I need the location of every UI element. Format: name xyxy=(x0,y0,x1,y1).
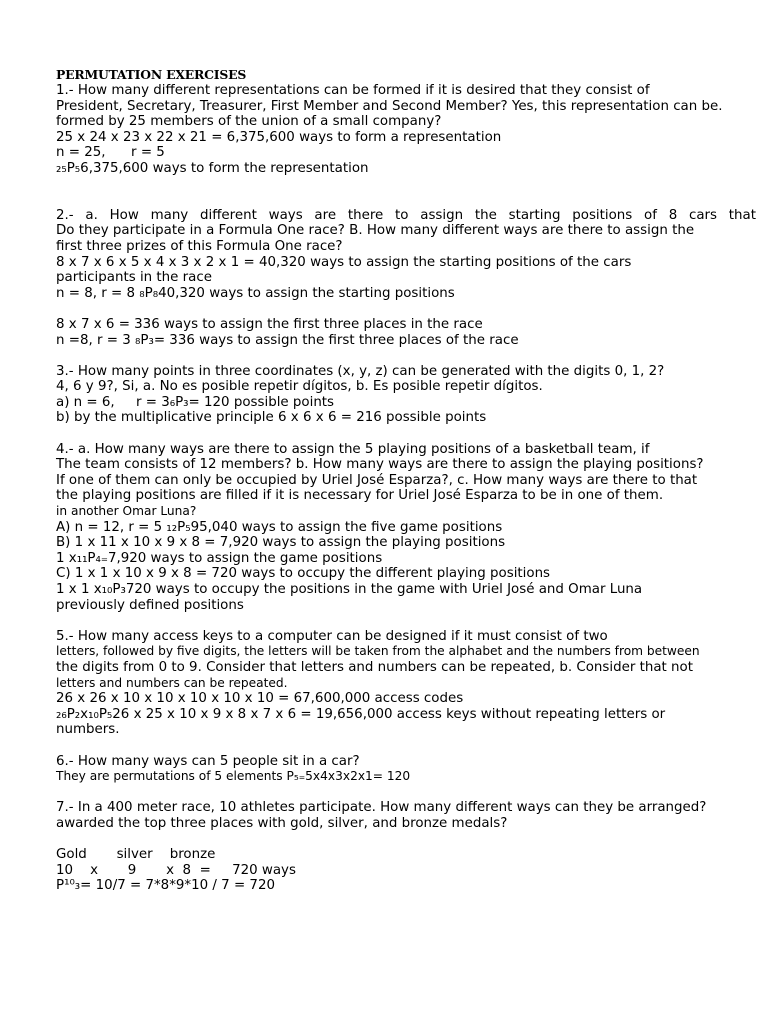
exercise-2-line: n =8, r = 3 ₈P₃= 336 ways to assign the first three places of the race xyxy=(56,332,519,348)
exercise-2-line: participants in the race xyxy=(56,270,212,286)
exercise-5-line: 26 x 26 x 10 x 10 x 10 x 10 x 10 = 67,600,000 access codes xyxy=(56,691,464,707)
exercise-7-line: P¹⁰₃= 10/7 = 7*8*9*10 / 7 = 720 xyxy=(56,878,275,894)
document-page xyxy=(56,67,756,894)
spacer xyxy=(56,785,756,801)
exercise-5-line: letters and numbers can be repeated. xyxy=(56,675,288,690)
exercise-5-line: ₂₆P₂x₁₀P₅26 x 25 x 10 x 9 x 8 x 7 x 6 = 19,656,000 access keys without repeating letters or xyxy=(56,706,666,722)
exercise-2-line: 8 x 7 x 6 x 5 x 4 x 3 x 2 x 1 = 40,320 ways to assign the starting positions of the cars xyxy=(56,254,632,270)
spacer xyxy=(56,613,756,629)
exercise-5 xyxy=(56,629,756,738)
exercise-5-line: the digits from 0 to 9. Consider that letters and numbers can be repeated, b. Consider that not xyxy=(56,659,693,675)
exercise-4-line: If one of them can only be occupied by Uriel José Esparza?, c. How many ways are there to that xyxy=(56,472,698,488)
exercise-1-line: n = 25, r = 5 xyxy=(56,145,165,161)
exercise-3 xyxy=(56,364,756,426)
exercise-4-line: C) 1 x 1 x 10 x 9 x 8 = 720 ways to occupy the different playing positions xyxy=(56,566,551,582)
exercise-4-line: in another Omar Luna? xyxy=(56,504,197,519)
exercise-3-line: b) by the multiplicative principle 6 x 6 x 6 = 216 possible points xyxy=(56,410,487,426)
spacer xyxy=(56,177,756,208)
exercise-4 xyxy=(56,442,756,614)
exercise-5-line: 5.- How many access keys to a computer can be designed if it must consist of two xyxy=(56,628,608,644)
document-title: PERMUTATION EXERCISES xyxy=(56,67,247,82)
exercise-4-line: The team consists of 12 members? b. How many ways are there to assign the playing positions? xyxy=(56,457,704,473)
exercise-6-line: They are permutations of 5 elements P₅₌5x4x3x2x1= 120 xyxy=(56,769,411,784)
exercise-4-line: A) n = 12, r = 5 ₁₂P₅95,040 ways to assign the five game positions xyxy=(56,519,503,535)
spacer xyxy=(56,426,756,442)
spacer xyxy=(56,301,756,317)
exercise-7-line: awarded the top three places with gold, silver, and bronze medals? xyxy=(56,815,508,831)
exercise-2-line: Do they participate in a Formula One race? B. How many different ways are there to assign the xyxy=(56,223,695,239)
exercise-1-line: 25 x 24 x 23 x 22 x 21 = 6,375,600 ways to form a representation xyxy=(56,129,502,145)
exercise-2-line: first three prizes of this Formula One race? xyxy=(56,238,343,254)
spacer xyxy=(56,348,756,364)
exercise-2-line: n = 8, r = 8 ₈P₈40,320 ways to assign the starting positions xyxy=(56,285,455,301)
exercise-4-line: 1 x₁₁P₄₌7,920 ways to assign the game positions xyxy=(56,550,383,566)
exercise-1-line: formed by 25 members of the union of a small company? xyxy=(56,114,442,130)
exercise-3-line: 3.- How many points in three coordinates (x, y, z) can be generated with the digits 0, 1, 2? xyxy=(56,363,665,379)
exercise-1-line: 1.- How many different representations can be formed if it is desired that they consist of xyxy=(56,83,650,98)
exercise-2-line: 8 x 7 x 6 = 336 ways to assign the first three places in the race xyxy=(56,316,483,332)
exercise-5-line: numbers. xyxy=(56,722,120,738)
exercise-4-line: the playing positions are filled if it is necessary for Uriel José Esparza to be in one of them. xyxy=(56,488,664,504)
exercise-2-line: 2.- a. How many different ways are there to assign the starting positions of 8 cars that xyxy=(56,207,756,223)
spacer xyxy=(56,738,756,754)
exercise-1 xyxy=(56,83,756,177)
exercise-5-line: letters, followed by five digits, the letters will be taken from the alphabet and the numbers from between xyxy=(56,644,700,659)
exercise-6 xyxy=(56,754,756,785)
exercise-7-line: 7.- In a 400 meter race, 10 athletes participate. How many different ways can they be arranged? xyxy=(56,800,707,816)
exercise-6-line: 6.- How many ways can 5 people sit in a car? xyxy=(56,753,360,769)
exercise-7-line: 10 x 9 x 8 = 720 ways xyxy=(56,862,296,878)
exercise-1-line: ₂₅P₅6,375,600 ways to form the representation xyxy=(56,160,369,176)
exercise-4-line: B) 1 x 11 x 10 x 9 x 8 = 7,920 ways to assign the playing positions xyxy=(56,535,506,551)
spacer xyxy=(56,832,756,848)
exercise-2 xyxy=(56,208,756,348)
exercise-4-line: 1 x 1 x₁₀P₃720 ways to occupy the positions in the game with Uriel José and Omar Luna xyxy=(56,582,643,597)
exercise-3-line: a) n = 6, r = 3₆P₃= 120 possible points xyxy=(56,394,335,410)
exercise-7-line: Gold silver bronze xyxy=(56,847,216,863)
exercise-1-line: President, Secretary, Treasurer, First Member and Second Member? Yes, this representation can be. xyxy=(56,98,723,114)
exercise-3-line: 4, 6 y 9?, Si, a. No es posible repetir dígitos, b. Es posible repetir dígitos. xyxy=(56,379,543,395)
exercise-4-line: 4.- a. How many ways are there to assign the 5 playing positions of a basketball team, if xyxy=(56,441,650,457)
exercise-7 xyxy=(56,800,756,894)
exercise-4-line: previously defined positions xyxy=(56,597,244,613)
